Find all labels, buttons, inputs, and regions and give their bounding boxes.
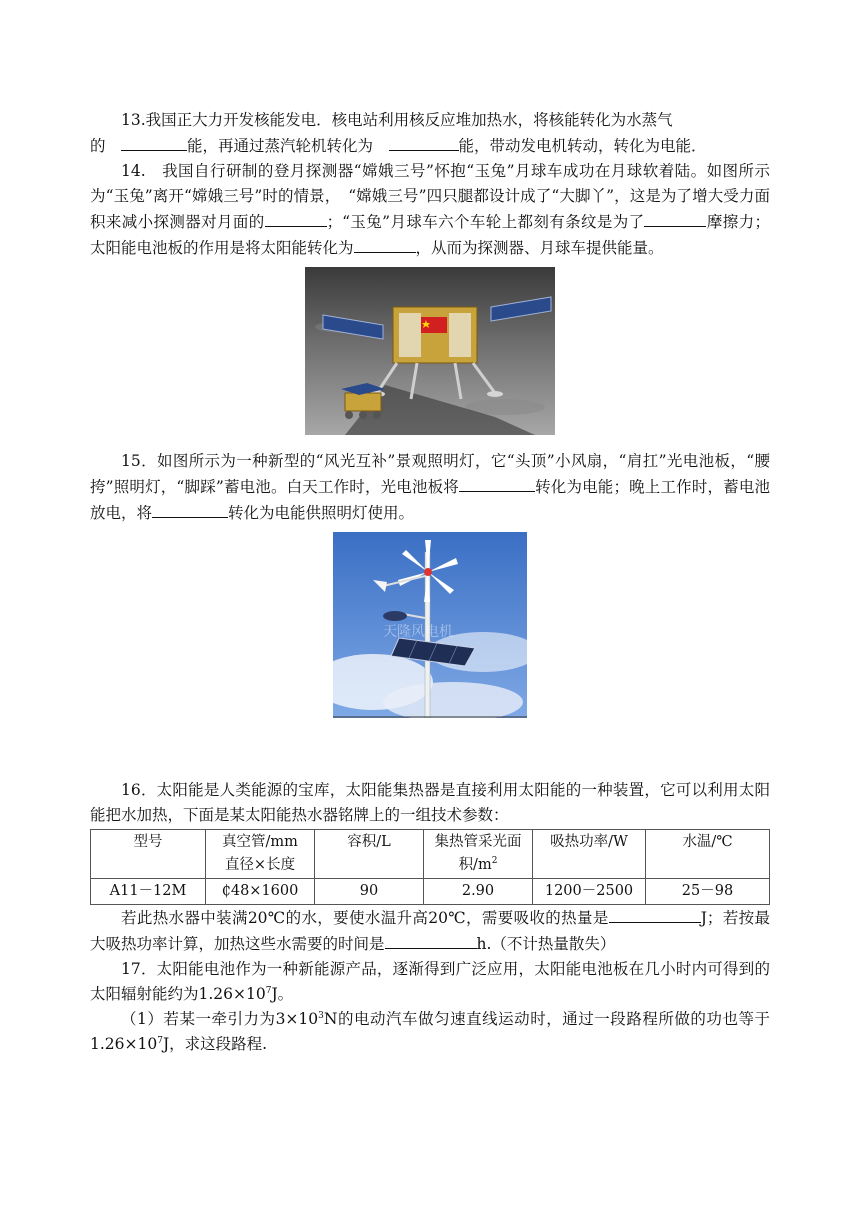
- answer-blank[interactable]: [609, 905, 701, 923]
- answer-blank[interactable]: [121, 133, 187, 151]
- cell-volume: 90: [315, 879, 424, 905]
- table-header-row: [91, 830, 770, 879]
- header-model: 型号: [91, 830, 206, 879]
- header-volume: 容积/L: [315, 830, 424, 879]
- q16-question: 若此热水器中装满20℃的水，要使水温升高20℃，需要吸收的热量是 J；若按最大吸热功率计算，加热这些水需要的时间是 h.（不计热量散失）: [90, 905, 770, 957]
- cell-power: 1200－2500: [533, 879, 646, 905]
- watermark-text: 天隆风电机: [383, 623, 453, 639]
- answer-blank[interactable]: [354, 235, 416, 253]
- q17-intro: 17．太阳能电池作为一种新能源产品，逐渐得到广泛应用，太阳能电池板在几小时内可得到的太阳辐射能约为$1.26\times 10^7J$。: [90, 960, 770, 1003]
- header-power: 吸热功率/W: [533, 830, 646, 879]
- header-tube: 真空管/mm 直径×长度: [206, 830, 315, 879]
- answer-blank[interactable]: [644, 209, 706, 227]
- wind-solar-streetlight-image: [333, 532, 527, 718]
- cell-area: 2.90: [424, 879, 533, 905]
- q15-text: 15．如图所示为一种新型的“风光互补”景观照明灯，它“头顶”小风扇，“肩扛”光电池板，“腰挎”照明灯，“脚踩”蓄电池。白天工作时，光电池板将 转化为电能；晚上工作时，蓄电池放电，将 转化为电能供照明灯使用。: [90, 452, 770, 522]
- answer-blank[interactable]: [265, 209, 327, 227]
- answer-blank[interactable]: [459, 474, 535, 492]
- header-temp: 水温/℃: [646, 830, 770, 879]
- q16-intro: 16．太阳能是人类能源的宝库，太阳能集热器是直接利用太阳能的一种装置，它可以利用太阳能把水加热，下面是某太阳能热水器铭牌上的一组技术参数：: [90, 781, 770, 824]
- chang-e-3-image: [305, 267, 555, 435]
- wind-solar-lamp-photo: [90, 532, 770, 726]
- cell-tube: ₵48×1600: [206, 879, 315, 905]
- header-area: 集热管采光面 积$/m^2$: [424, 830, 533, 879]
- worksheet-page: [90, 108, 770, 1057]
- answer-blank[interactable]: [389, 133, 459, 151]
- spec-table: [90, 829, 770, 905]
- cell-model: A11－12M: [91, 879, 206, 905]
- cell-temp: 25－98: [646, 879, 770, 905]
- q13-line1: 13.我国正大力开发核能发电．核电站利用核反应堆加热水，将核能转化为水蒸气: [121, 111, 673, 129]
- answer-blank[interactable]: [385, 931, 477, 949]
- answer-blank[interactable]: [152, 500, 228, 518]
- lunar-lander-photo: [90, 267, 770, 443]
- q17-part1: （1）若某一牵引力为$3\times 10^3N$的电动汽车做匀速直线运动时，通过一段路程所做的功也等于$1.26\times 10^7J$，求这段路程.: [90, 1010, 770, 1053]
- table-row: [91, 879, 770, 905]
- q13-line2: 的 能，再通过蒸汽轮机转化为 能，带动发电机转动，转化为电能．: [90, 133, 770, 159]
- q14-text: 14. 我国自行研制的登月探测器“嫦娥三号”怀抱“玉兔”月球车成功在月球软着陆。如图所示为“玉兔”离开“嫦娥三号”时的情景， “嫦娥三号”四只腿都设计成了“大脚丫”，这是为了增大受力面积来减小探测器对月面的 ；“玉兔”月球车六个车轮上都刻有条纹是为了 摩擦力；太阳能电池板的作用是将太阳能转化为 ，从而为探测器、月球车提供能量。: [90, 162, 770, 257]
